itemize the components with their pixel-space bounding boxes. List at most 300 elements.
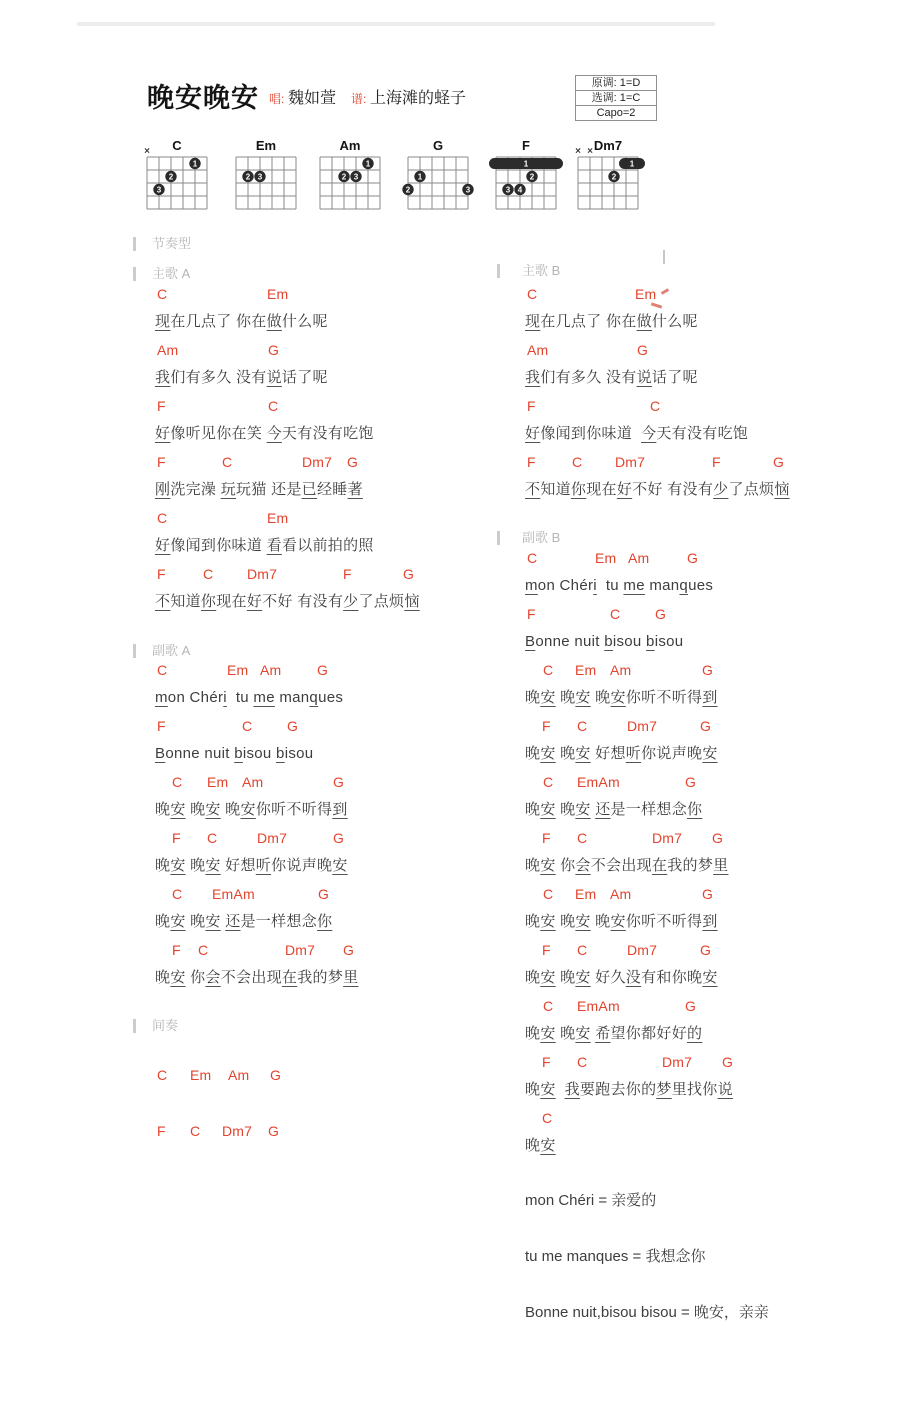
lyric-text	[556, 1081, 565, 1098]
chord-token: Dm7	[627, 942, 658, 958]
lyric-text: 话了呢	[651, 369, 698, 386]
lyric-underlined: 看	[266, 537, 282, 554]
lyric-line	[525, 967, 718, 989]
chord-line	[525, 339, 825, 361]
top-rule	[77, 22, 715, 26]
lyric-text: 晚	[525, 913, 541, 930]
chord-token: Dm7	[247, 566, 278, 582]
chord-token: F	[542, 1054, 551, 1070]
chord-token: G	[403, 566, 415, 582]
chord-token: F	[542, 830, 551, 846]
muted-string-mark: ×	[587, 146, 593, 157]
chord-line	[155, 283, 455, 305]
key-selected: 选调: 1=C	[576, 90, 656, 105]
lyric-line	[525, 423, 748, 445]
lyric-underlined: 安	[170, 801, 186, 818]
lyric-underlined: 安	[205, 857, 221, 874]
lyric-text: 像闻到你味道	[540, 425, 642, 442]
lyric-line	[525, 1079, 733, 1101]
lyric-underlined: 好	[525, 425, 541, 442]
chord-token: G	[687, 550, 699, 566]
lyric-underlined: 还	[225, 913, 241, 930]
svg-text:3: 3	[156, 185, 162, 195]
lyric-text: 知道	[540, 481, 571, 498]
lyric-text: man	[274, 689, 310, 706]
lyric-text: 晚	[590, 689, 611, 706]
chord-diagram-label: Am	[339, 138, 361, 153]
note-line: Bonne nuit,bisou bisou = 晚安，亲亲	[525, 1304, 769, 1321]
chord-token: G	[270, 1067, 282, 1083]
text-cursor-artifact	[663, 250, 665, 264]
chord-token: Am	[260, 662, 282, 678]
lyric-text: 我的梦	[667, 857, 714, 874]
lyric-underlined: 安	[702, 745, 718, 762]
chord-token: G	[655, 606, 667, 622]
lyric-text: 是一样想念	[240, 913, 318, 930]
lyric-underlined: 安	[575, 1025, 591, 1042]
lyric-underlined: 好	[155, 537, 171, 554]
svg-text:1: 1	[523, 159, 529, 169]
chord-token: C	[157, 662, 168, 678]
chord-line	[525, 827, 825, 849]
chord-token: F	[542, 942, 551, 958]
chord-token: C	[577, 942, 588, 958]
lyric-underlined: 我	[525, 369, 541, 386]
section-bar	[133, 267, 136, 281]
arranger-label: 谱:	[351, 92, 367, 106]
key-original: 原调: 1=D	[591, 77, 641, 89]
chord-line	[155, 451, 455, 473]
chord-token: F	[527, 606, 536, 622]
lyric-line	[155, 367, 328, 389]
lyric-underlined: b	[604, 633, 613, 650]
chord-token: Dm7	[257, 830, 288, 846]
muted-string-mark: ×	[144, 146, 150, 157]
chord-line	[525, 603, 825, 625]
lyric-line	[155, 423, 374, 445]
lyric-text: 天有没有吃饱	[656, 425, 749, 442]
arranger-name: 上海滩的蛏子	[370, 90, 467, 107]
chord-line	[155, 659, 455, 681]
lyric-text: 晚	[555, 1025, 576, 1042]
chord-token: G	[637, 342, 649, 358]
lyric-text: 你	[185, 969, 206, 986]
lyric-underlined: 安	[610, 689, 626, 706]
lyric-text: 不好 有没有	[262, 593, 344, 610]
lyric-underlined: 安	[240, 801, 256, 818]
lyric-text: isou	[612, 633, 647, 650]
page-title: 晚安晚安	[147, 83, 259, 113]
lyric-text: 现在	[216, 593, 247, 610]
section-bar	[497, 264, 500, 278]
lyric-text: on Chér	[537, 577, 594, 594]
lyric-underlined: 梦	[656, 1081, 672, 1098]
lyric-underlined: 你	[687, 801, 703, 818]
lyric-underlined: 还	[595, 801, 611, 818]
lyric-line	[525, 1023, 702, 1045]
lyric-underlined: 希	[595, 1025, 611, 1042]
svg-text:1: 1	[192, 159, 198, 169]
lyric-underlined: 会	[205, 969, 221, 986]
lyric-text: 望你都好好	[610, 1025, 688, 1042]
lyric-text: 晚	[525, 1081, 541, 1098]
chord-diagram-label: C	[172, 138, 182, 153]
chord-token: Am	[157, 342, 179, 358]
lyric-line	[525, 479, 790, 501]
chord-token: G	[685, 774, 697, 790]
lyric-text: 晚	[525, 745, 541, 762]
chord-line	[155, 939, 455, 961]
lyric-text: 好久	[590, 969, 626, 986]
lyric-underlined: b	[234, 745, 243, 762]
chord-token: Em	[267, 510, 289, 526]
lyric-text: onne nuit	[165, 745, 235, 762]
chord-token: F	[542, 718, 551, 734]
lyric-line	[525, 631, 683, 653]
lyric-text: 晚	[185, 913, 206, 930]
chord-token: C	[543, 662, 554, 678]
chord-token: F	[157, 1123, 166, 1139]
lyric-underlined: m	[525, 577, 538, 594]
lyric-text: 晚	[525, 1137, 541, 1154]
lyric-underlined: 好	[246, 593, 263, 610]
chord-token: C	[543, 998, 554, 1014]
chord-diagram-Dm7	[572, 137, 646, 215]
key-info-box	[575, 75, 657, 121]
svg-text:3: 3	[353, 172, 359, 182]
lyric-underlined: 安	[575, 969, 591, 986]
chord-line	[155, 827, 455, 849]
lyric-underlined: 在	[651, 857, 668, 874]
lyric-underlined: 安	[575, 913, 591, 930]
lyric-line	[155, 799, 348, 821]
lyric-underlined: 你	[570, 481, 587, 498]
chord-token: C	[577, 830, 588, 846]
lyric-text: 不会出现	[590, 857, 652, 874]
lyric-underlined: 好	[616, 481, 633, 498]
lyric-underlined: 安	[540, 969, 556, 986]
lyric-line	[155, 535, 374, 557]
lyric-line	[525, 799, 702, 821]
lyric-underlined: q	[309, 689, 319, 706]
lyric-text: 我的梦	[297, 969, 344, 986]
lyric-underlined: 你	[317, 913, 333, 930]
chord-token: C	[650, 398, 661, 414]
lyric-underlined: 好	[155, 425, 171, 442]
lyric-text: 晚	[555, 689, 576, 706]
lyric-line	[525, 1135, 556, 1157]
lyric-line	[525, 911, 718, 933]
lyric-line	[525, 743, 718, 765]
lyric-text: isou	[654, 633, 684, 650]
chord-token: C	[172, 886, 183, 902]
lyric-underlined: 在	[281, 969, 298, 986]
lyric-underlined: 今	[266, 425, 282, 442]
chord-token: F	[172, 830, 181, 846]
chord-line	[525, 939, 825, 961]
lyric-line	[155, 479, 363, 501]
lyric-text: 洗完澡	[170, 481, 221, 498]
lyric-underlined: 安	[205, 801, 221, 818]
chord-token: G	[268, 1123, 280, 1139]
lyric-underlined: 现	[155, 313, 171, 330]
chord-token: G	[722, 1054, 734, 1070]
chord-line	[155, 563, 455, 585]
lyric-underlined: 安	[575, 801, 591, 818]
lyric-text: tu	[226, 689, 254, 706]
lyric-text: isou	[284, 745, 314, 762]
muted-string-mark: ×	[575, 146, 581, 157]
lyric-underlined: 安	[540, 1137, 556, 1154]
lyric-text: 看以前拍的照	[281, 537, 374, 554]
lyric-text: 你听不听得	[255, 801, 333, 818]
lyric-text: 在几点了 你在	[540, 313, 637, 330]
lyric-underlined: 刚	[155, 481, 171, 498]
chord-token: F	[157, 454, 166, 470]
chord-line	[155, 883, 455, 905]
chord-line	[155, 715, 455, 737]
lyric-text: on Chér	[167, 689, 224, 706]
lyric-underlined: 不	[525, 481, 541, 498]
lyric-line	[155, 311, 328, 333]
lyric-text: 是一样想念	[610, 801, 688, 818]
lyric-underlined: 不	[155, 593, 171, 610]
chord-line	[525, 283, 825, 305]
lyric-underlined: 到	[332, 801, 348, 818]
chord-token: Am	[527, 342, 549, 358]
chord-token: C	[543, 886, 554, 902]
chord-token: Dm7	[222, 1123, 253, 1139]
section-header: 节奏型	[152, 236, 192, 251]
chord-token: Em	[575, 886, 597, 902]
lyric-text: 晚	[555, 801, 576, 818]
chord-diagram-Am	[314, 137, 388, 215]
lyric-text: 什么呢	[281, 313, 328, 330]
chord-diagram-G	[402, 137, 476, 215]
lyric-underlined: 安	[575, 689, 591, 706]
chord-token: G	[317, 662, 329, 678]
lyric-text: 天有没有吃饱	[281, 425, 374, 442]
lyric-line	[525, 311, 698, 333]
lyric-underlined: 说	[266, 369, 282, 386]
chord-token: Dm7	[285, 942, 316, 958]
lyric-underlined: m	[155, 689, 168, 706]
section-header: 副歌 B	[522, 530, 561, 545]
chord-token: G	[318, 886, 330, 902]
chord-token: G	[702, 662, 714, 678]
lyric-underlined: 安	[540, 857, 556, 874]
chord-token: Em	[635, 286, 657, 302]
chord-line	[525, 547, 825, 569]
lyric-text: tu	[596, 577, 624, 594]
chord-token: Am	[628, 550, 650, 566]
lyric-underlined: me	[623, 577, 645, 594]
lyric-underlined: 著	[347, 481, 363, 498]
lyric-text: 了点烦	[358, 593, 405, 610]
lyric-underlined: 今	[641, 425, 657, 442]
chord-token: C	[577, 718, 588, 734]
lyric-underlined: 听	[255, 857, 272, 874]
key-capo: Capo=2	[576, 105, 656, 120]
lyric-line	[525, 367, 698, 389]
chord-diagram-C	[141, 137, 215, 215]
lyric-text: 像听见你在笑	[170, 425, 267, 442]
chord-token: C	[572, 454, 583, 470]
lyric-text: 好想	[220, 857, 256, 874]
chord-token: G	[268, 342, 280, 358]
lyric-underlined: 到	[702, 913, 718, 930]
lyric-underlined: 安	[540, 745, 556, 762]
chord-token: F	[172, 942, 181, 958]
chord-token: C	[190, 1123, 201, 1139]
chord-token: F	[527, 454, 536, 470]
chord-diagram-label: G	[432, 138, 444, 153]
lyric-text: 们有多久 没有	[540, 369, 637, 386]
chord-diagram-Em	[230, 137, 304, 215]
chord-token: G	[333, 774, 345, 790]
lyric-text: 晚	[220, 801, 241, 818]
chord-token: C	[157, 286, 168, 302]
chord-token: EmAm	[212, 886, 255, 902]
chord-token: F	[157, 718, 166, 734]
chord-token: G	[702, 886, 714, 902]
lyric-text: ues	[318, 689, 344, 706]
lyric-text: 像闻到你味道	[170, 537, 267, 554]
lyric-text: 们有多久 没有	[170, 369, 267, 386]
singer-name: 魏如萱	[288, 90, 337, 107]
svg-text:3: 3	[465, 185, 471, 195]
lyric-text: 不好 有没有	[632, 481, 714, 498]
lyric-underlined: 没	[625, 969, 642, 986]
lyric-text: ues	[688, 577, 714, 594]
lyric-text: 晚	[525, 857, 541, 874]
lyric-text: 要跑去你的	[579, 1081, 657, 1098]
singer-label: 唱:	[269, 92, 285, 106]
lyric-underlined: 安	[540, 801, 556, 818]
chord-token: G	[700, 942, 712, 958]
lyric-text: 晚	[525, 1025, 541, 1042]
lyric-underlined: b	[276, 745, 285, 762]
lyric-underlined: 现	[525, 313, 541, 330]
lyric-underlined: 安	[575, 745, 591, 762]
chord-token: Am	[228, 1067, 250, 1083]
lyric-line	[525, 687, 718, 709]
chord-token: EmAm	[577, 998, 620, 1014]
chord-line	[525, 1107, 825, 1129]
lyric-text: 了点烦	[728, 481, 775, 498]
lyric-underlined: 的	[687, 1025, 703, 1042]
chord-line	[525, 715, 825, 737]
chord-token: C	[157, 510, 168, 526]
lyric-underlined: 会	[575, 857, 591, 874]
lyric-line	[525, 855, 728, 877]
section-header: 间奏	[152, 1018, 179, 1033]
svg-text:2: 2	[168, 172, 174, 182]
lyric-text: 晚	[185, 801, 206, 818]
svg-text:4: 4	[517, 185, 523, 195]
chord-token: EmAm	[577, 774, 620, 790]
lyric-underlined: 说	[717, 1081, 733, 1098]
lyric-text: 你听不听得	[625, 913, 703, 930]
lyric-underlined: 安	[702, 969, 718, 986]
lyric-text: 知道	[170, 593, 201, 610]
lyric-underlined: 安	[540, 1025, 556, 1042]
lyric-underlined: 少	[343, 593, 359, 610]
chord-token: Em	[227, 662, 249, 678]
lyric-text: 晚	[185, 857, 206, 874]
lyric-underlined: 已	[301, 481, 317, 498]
chord-token: Em	[207, 774, 229, 790]
lyric-underlined: 安	[170, 969, 186, 986]
chord-diagram-F	[490, 137, 564, 215]
lyric-text: 好想	[590, 745, 626, 762]
lyric-text: 晚	[155, 913, 171, 930]
chord-token: C	[172, 774, 183, 790]
lyric-underlined: 安	[540, 913, 556, 930]
lyric-line	[155, 911, 332, 933]
chord-token: Em	[190, 1067, 212, 1083]
svg-text:2: 2	[405, 185, 411, 195]
lyric-underlined: 做	[636, 313, 652, 330]
chord-token: F	[527, 398, 536, 414]
lyric-underlined: B	[155, 745, 166, 762]
chord-token: G	[685, 998, 697, 1014]
lyric-text: 晚	[555, 913, 576, 930]
lyric-text: isou	[242, 745, 277, 762]
chord-token: Dm7	[302, 454, 333, 470]
chord-token: F	[157, 566, 166, 582]
chord-token: C	[268, 398, 279, 414]
svg-text:1: 1	[417, 172, 423, 182]
svg-text:2: 2	[529, 172, 535, 182]
lyric-text: 你	[555, 857, 576, 874]
chord-token: C	[577, 1054, 588, 1070]
chord-line	[525, 659, 825, 681]
chord-token: Am	[242, 774, 264, 790]
lyric-text: 经睡	[316, 481, 348, 498]
chord-diagram-label: Dm7	[593, 138, 623, 153]
section-header: 主歌 A	[152, 266, 191, 281]
lyric-underlined: 安	[170, 913, 186, 930]
chord-token: C	[157, 1067, 168, 1083]
lyric-text: 里找你	[671, 1081, 718, 1098]
svg-text:3: 3	[257, 172, 263, 182]
section-header: 主歌 B	[522, 263, 561, 278]
lyric-underlined: 里	[713, 857, 729, 874]
chord-token: F	[157, 398, 166, 414]
lyric-underlined: 恼	[404, 593, 420, 610]
lyric-underlined: 里	[343, 969, 359, 986]
lyric-underlined: 说	[636, 369, 652, 386]
section-header: 副歌 A	[152, 643, 191, 658]
lyric-text: man	[644, 577, 680, 594]
chord-token: C	[222, 454, 233, 470]
chord-token: Am	[610, 662, 632, 678]
chord-token: C	[242, 718, 253, 734]
lyric-text: 话了呢	[281, 369, 328, 386]
lyric-text: 有和你晚	[641, 969, 703, 986]
lyric-line	[155, 967, 358, 989]
chord-token: G	[347, 454, 359, 470]
chord-token: Em	[267, 286, 289, 302]
lyric-text: 晚	[525, 969, 541, 986]
svg-text:1: 1	[365, 159, 371, 169]
lyric-line	[155, 591, 420, 613]
lyric-text: 什么呢	[651, 313, 698, 330]
chord-token: Am	[610, 886, 632, 902]
lyric-underlined: 听	[625, 745, 642, 762]
section-bar	[497, 531, 500, 545]
